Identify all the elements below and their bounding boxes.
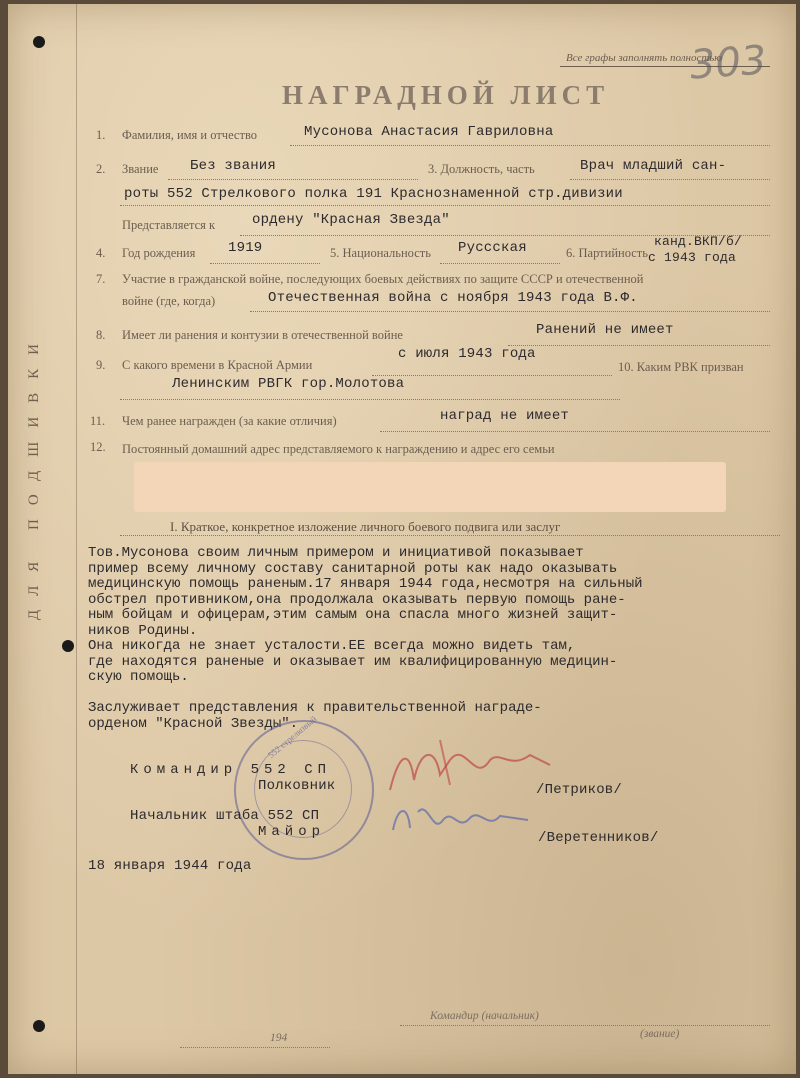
binder-hole-mid <box>62 640 74 652</box>
field-6-value-since: с 1943 года <box>648 250 737 265</box>
field-2-value: Без звания <box>190 158 277 174</box>
field-4-line <box>210 262 320 264</box>
field-7-number: 7. <box>96 272 106 286</box>
commander-rank: Полковник <box>258 778 336 794</box>
commander-title: Командир 552 СП <box>130 762 332 778</box>
footer-date-line <box>180 1046 330 1048</box>
binder-hole-top <box>33 36 45 48</box>
field-3-line <box>570 178 770 180</box>
footer-year: 194 <box>270 1032 288 1044</box>
footer-commander-label: Командир (начальник) <box>430 1010 539 1022</box>
field-7-value: Отечественная война с ноября 1943 года В.Ф. <box>268 290 638 306</box>
binder-hole-bottom <box>33 1020 45 1032</box>
field-1-value: Мусонова Анастасия Гавриловна <box>304 124 554 140</box>
field-6-value-party: канд.ВКП/б/ <box>654 234 743 249</box>
field-10-line <box>120 398 620 400</box>
stamp-text: 552 стрелковый <box>265 713 319 761</box>
chief-signature-image <box>388 790 538 850</box>
document-date: 18 января 1944 года <box>88 858 252 874</box>
field-12-number: 12. <box>90 440 106 454</box>
field-3-label: 3. Должность, часть <box>428 162 535 176</box>
commander-name: /Петриков/ <box>536 782 623 798</box>
citation-line: где находятся раненые и оказывает им квалифицированную медицин- <box>88 653 618 670</box>
citation-line: скую помощь. <box>88 669 189 685</box>
citation-line: Заслуживает представления к правительственной награде- <box>88 700 542 716</box>
field-3-cont: роты 552 Стрелкового полка 191 Краснознаменной стр.дивизии <box>124 186 623 202</box>
field-4-value: 1919 <box>228 240 263 256</box>
field-1-label: Фамилия, имя и отчество <box>122 128 258 142</box>
field-10-label: 10. Каким РВК призван <box>618 360 744 374</box>
field-2-number: 2. <box>96 162 106 176</box>
citation-line: медицинскую помощь раненым.17 января 1944 года,несмотря на сильный <box>88 576 643 592</box>
field-9-number: 9. <box>96 358 106 372</box>
field-5-value: Руссская <box>458 240 527 256</box>
field-1-line <box>290 144 770 146</box>
field-11-label: Чем ранее награжден (за какие отличия) <box>122 414 337 428</box>
citation-line: обстрел противником,она продолжала оказывать первую помощь ране- <box>88 591 626 608</box>
nominated-for-value: ордену "Красная Звезда" <box>252 212 450 228</box>
field-7-label-a: Участие в гражданской войне, последующих боевых действиях по защите СССР и отечественной <box>122 272 644 286</box>
citation-line: ным бойцам и офицерам,этим самым она спасла много жизней защит- <box>88 607 618 623</box>
margin-binding-label: ДЛЯ ПОДШИВКИ <box>26 330 42 621</box>
citation-text <box>88 546 778 732</box>
field-7-line <box>250 310 770 312</box>
field-9-line <box>372 374 612 376</box>
margin-line <box>76 4 77 1074</box>
field-5-label: 5. Национальность <box>330 246 431 260</box>
chief-of-staff-title: Начальник штаба 552 СП <box>130 808 320 824</box>
field-8-line <box>508 344 770 346</box>
field-8-number: 8. <box>96 328 106 342</box>
citation-line: Тов.Мусонова своим личным примером и инициативой показывает <box>88 545 584 561</box>
field-4-label: Год рождения <box>122 246 196 260</box>
field-4-number: 4. <box>96 246 106 260</box>
fill-all-fields-note: Все графы заполнять полностью <box>566 52 723 64</box>
chief-of-staff-name: /Веретенников/ <box>538 830 659 846</box>
field-2-line <box>168 178 418 180</box>
redacted-address-block <box>134 462 726 512</box>
field-8-label: Имеет ли ранения и контузии в отечественной войне <box>122 328 403 342</box>
chief-of-staff-rank: Майор <box>258 824 326 840</box>
field-3-value: Врач младший сан- <box>580 158 727 174</box>
field-1-number: 1. <box>96 128 106 142</box>
field-5-line <box>440 262 560 264</box>
citation-line: орденом "Красной Звезды". <box>88 715 299 732</box>
nominated-for-label: Представляется к <box>122 218 216 232</box>
field-8-value: Ранений не имеет <box>536 322 674 338</box>
field-3-cont-line <box>120 204 770 206</box>
citation-line: пример всему личному составу санитарной роты как надо оказывать <box>88 560 618 577</box>
section-line <box>120 534 780 536</box>
field-12-label: Постоянный домашний адрес представляемого к награждению и адрес его семьи <box>122 442 555 456</box>
field-11-value: наград не имеет <box>440 408 570 424</box>
field-7-label-b: войне (где, когда) <box>122 294 216 308</box>
page-title: НАГРАДНОЙ ЛИСТ <box>282 80 610 110</box>
footer-commander-line <box>400 1024 770 1026</box>
field-2-label: Звание <box>122 162 159 176</box>
field-9-value: с июля 1943 года <box>398 346 536 362</box>
citation-line: Она никогда не знает усталости.ЕЕ всегда можно видеть там, <box>88 638 576 654</box>
field-11-line <box>380 430 770 432</box>
handwritten-number: 303 <box>688 37 768 89</box>
citation-line <box>88 686 778 702</box>
section-title: I. Краткое, конкретное изложение личного боевого подвига или заслуг <box>170 519 561 534</box>
field-10-value: Ленинским РВГК гор.Молотова <box>172 376 405 392</box>
citation-line: ников Родины. <box>88 622 198 639</box>
field-6-label: 6. Партийность <box>566 246 648 260</box>
field-9-label: С какого времени в Красной Армии <box>122 358 313 372</box>
field-11-number: 11. <box>90 414 106 428</box>
footer-rank-label: (звание) <box>640 1028 680 1040</box>
